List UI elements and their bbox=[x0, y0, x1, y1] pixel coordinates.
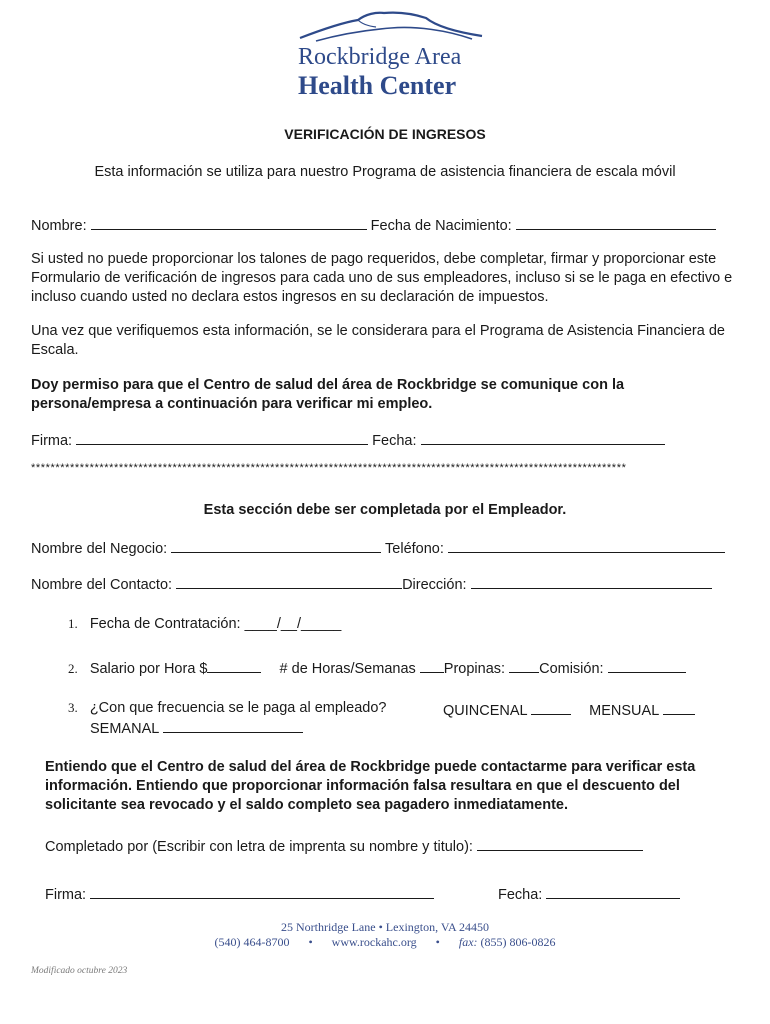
item3-number: 3. bbox=[68, 700, 78, 715]
monthly-label: MENSUAL bbox=[589, 703, 659, 719]
weekly-field[interactable] bbox=[163, 718, 303, 733]
dob-label: Fecha de Nacimiento: bbox=[370, 218, 512, 234]
acknowledgement-statement: Entiendo que el Centro de salud del área de Rockbridge puede contactarme para verificar esta información. Entiendo que proporcionar información falsa resultara en que el descuento del solicitante sea revocado y el saldo completo sea pagadero inmediatamente. bbox=[45, 759, 696, 813]
pay-frequency-question: ¿Con que frecuencia se le paga al empleado? bbox=[89, 700, 387, 716]
business-row bbox=[31, 538, 725, 557]
monthly-field[interactable] bbox=[663, 700, 695, 715]
footer-website[interactable]: www.rockahc.org bbox=[331, 935, 417, 949]
contact-field[interactable] bbox=[176, 574, 402, 589]
instructions-paragraph: Si usted no puede proporcionar los talones de pago requeridos, debe completar, firmar y proporcionar este Formulario de verificación de ingresos para cada uno de sus empleadores, incluso si se le paga en efectivo e incluso cuando usted no declara estos ingresos en su declaración de impuestos. bbox=[31, 251, 733, 305]
commission-field[interactable] bbox=[608, 658, 686, 673]
business-field[interactable] bbox=[171, 538, 381, 553]
name-label: Nombre: bbox=[31, 218, 87, 234]
hours-field[interactable] bbox=[420, 658, 444, 673]
form-title: VERIFICACIÓN DE INGRESOS bbox=[284, 126, 486, 142]
name-row bbox=[31, 215, 716, 234]
employer-date-row bbox=[498, 884, 680, 903]
footer-fax-label: fax: bbox=[458, 935, 478, 949]
tips-field[interactable] bbox=[509, 658, 539, 673]
footer-fax: (855) 806-0826 bbox=[480, 935, 556, 949]
footer-phone: (540) 464-8700 bbox=[214, 935, 290, 949]
mountain-logo-icon bbox=[296, 8, 486, 48]
completed-by-field[interactable] bbox=[477, 836, 643, 851]
biweekly-label: QUINCENAL bbox=[443, 703, 528, 719]
hire-date-field[interactable]: ____/__/_____ bbox=[244, 616, 342, 632]
commission-label: Comisión: bbox=[539, 661, 604, 677]
applicant-date-label: Fecha: bbox=[372, 433, 417, 449]
hours-label: # de Horas/Semanas bbox=[279, 661, 416, 677]
hire-date-row bbox=[68, 616, 341, 632]
item1-number: 1. bbox=[68, 616, 78, 631]
permission-statement: Doy permiso para que el Centro de salud del área de Rockbridge se comunique con la persona/empresa a continuación para verificar mi empleo. bbox=[31, 377, 625, 412]
name-field[interactable] bbox=[91, 215, 367, 230]
tips-label: Propinas: bbox=[443, 661, 506, 677]
applicant-signature-field[interactable] bbox=[76, 430, 368, 445]
weekly-label: SEMANAL bbox=[90, 721, 159, 737]
applicant-signature-row bbox=[31, 430, 665, 449]
employer-signature-label: Firma: bbox=[45, 887, 87, 903]
hourly-wage-label: Salario por Hora $ bbox=[89, 661, 208, 677]
applicant-date-field[interactable] bbox=[421, 430, 665, 445]
logo-line1: Rockbridge Area bbox=[298, 44, 462, 70]
employer-date-field[interactable] bbox=[546, 884, 680, 899]
rockbridge-logo bbox=[296, 8, 486, 98]
section-separator: ************************************************************************************************************************** bbox=[31, 462, 627, 474]
modified-date: Modificado octubre 2023 bbox=[31, 966, 128, 976]
address-field[interactable] bbox=[471, 574, 712, 589]
hire-date-label: Fecha de Contratación: bbox=[89, 616, 241, 632]
employer-signature-row bbox=[45, 884, 434, 903]
logo-line2: Health Center bbox=[298, 71, 457, 100]
pay-frequency-options bbox=[443, 700, 695, 719]
eligibility-paragraph: Una vez que verifiquemos esta información, se le considerara para el Programa de Asistencia Financiera de Escala. bbox=[31, 323, 725, 358]
address-label: Dirección: bbox=[402, 577, 467, 593]
employer-date-label: Fecha: bbox=[498, 887, 543, 903]
biweekly-field[interactable] bbox=[531, 700, 571, 715]
dob-field[interactable] bbox=[516, 215, 716, 230]
footer-address: 25 Northridge Lane • Lexington, VA 24450 bbox=[280, 920, 490, 934]
contact-label: Nombre del Contacto: bbox=[31, 577, 173, 593]
employer-heading: Esta sección debe ser completada por el Empleador. bbox=[203, 502, 567, 518]
business-label: Nombre del Negocio: bbox=[31, 541, 168, 557]
item2-number: 2. bbox=[68, 661, 78, 676]
completed-by-row bbox=[45, 836, 643, 855]
phone-label: Teléfono: bbox=[385, 541, 444, 557]
hourly-wage-field[interactable] bbox=[207, 658, 261, 673]
contact-row bbox=[31, 574, 712, 593]
employer-signature-field[interactable] bbox=[90, 884, 434, 899]
wage-row bbox=[68, 658, 686, 677]
pay-frequency-row bbox=[68, 700, 386, 716]
applicant-signature-label: Firma: bbox=[31, 433, 73, 449]
weekly-row bbox=[90, 718, 303, 737]
footer-contact: (540) 464-8700 • www.rockahc.org • fax: (855) 806-0826 bbox=[214, 935, 556, 949]
form-subtitle: Esta información se utiliza para nuestro Programa de asistencia financiera de escala móvil bbox=[94, 164, 676, 180]
completed-by-label: Completado por (Escribir con letra de imprenta su nombre y titulo): bbox=[45, 839, 473, 855]
phone-field[interactable] bbox=[448, 538, 725, 553]
